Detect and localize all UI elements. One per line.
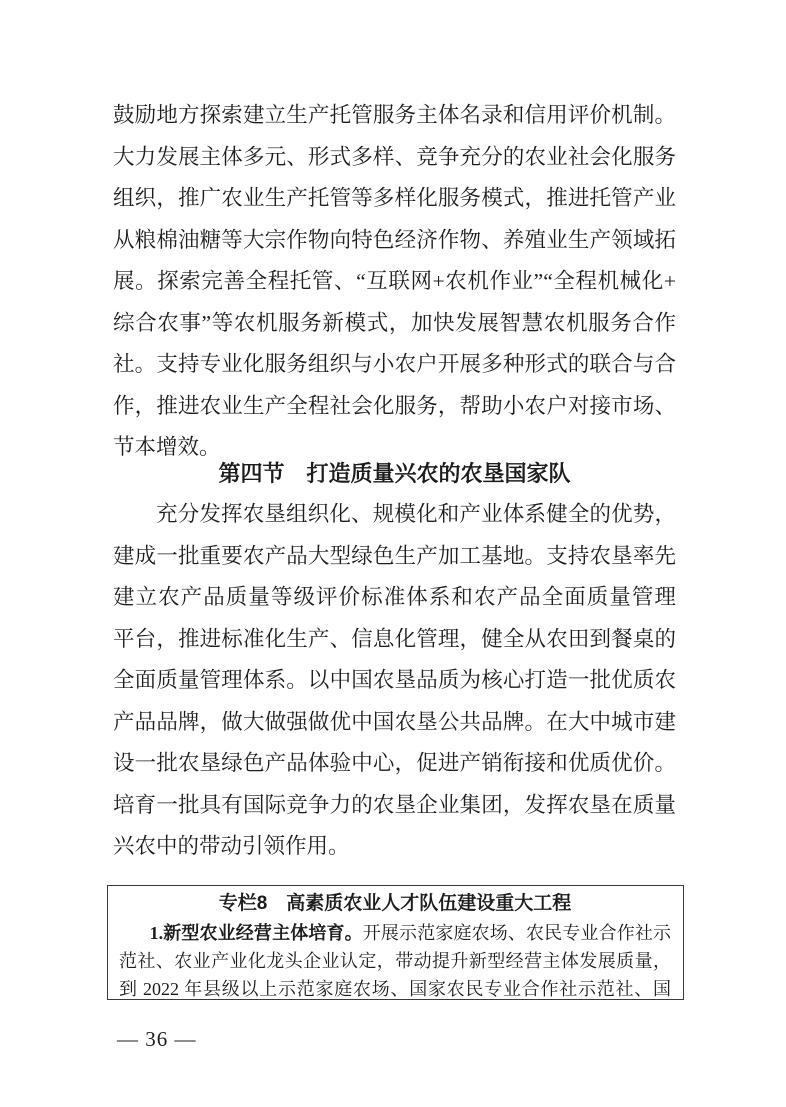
paragraph-1 bbox=[113, 95, 676, 469]
text-segment: 到 2022 年县级以上示范家庭农场、国家农民专业合作社示范社、国 bbox=[119, 979, 671, 999]
text-segment: 全面质量管理体系。以中国农垦品质为核心打造一批优质农 bbox=[113, 668, 676, 692]
text-segment: 建立农产品质量等级评价标准体系和农产品全面质量管理 bbox=[113, 585, 676, 609]
callout-box-body bbox=[119, 919, 671, 1003]
text-segment: 兴农中的带动引领作用。 bbox=[113, 834, 350, 858]
text-segment: 培育一批具有国际竞争力的农垦企业集团，发挥农垦在质量 bbox=[113, 792, 676, 817]
text-line bbox=[113, 785, 676, 827]
callout-box bbox=[107, 885, 684, 1000]
text-segment: 范社、农业产业化龙头企业认定，带动提升新型经营主体发展质量， bbox=[119, 951, 671, 971]
text-line bbox=[113, 660, 676, 702]
text-segment: 鼓励地方探索建立生产托管服务主体名录和信用评价机制。 bbox=[113, 103, 676, 127]
text-segment: 社。支持专业化服务组织与小农户开展多种形式的联合与合 bbox=[113, 352, 676, 376]
text-line bbox=[113, 619, 676, 661]
callout-box-title: 专栏8 高素质农业人才队伍建设重大工程 bbox=[218, 893, 572, 914]
page-footer bbox=[117, 1026, 197, 1052]
text-line bbox=[113, 577, 676, 619]
text-line bbox=[119, 975, 671, 1003]
text-segment: 组织，推广农业生产托管等多样化服务模式，推进托管产业 bbox=[113, 186, 676, 210]
text-segment: 建成一批重要农产品大型绿色生产加工基地。支持农垦率先 bbox=[113, 543, 676, 568]
text-segment: 展。探索完善全程托管、“互联网+农机作业”“全程机械化+ bbox=[113, 269, 676, 293]
text-segment: 大力发展主体多元、形式多样、竞争充分的农业社会化服务 bbox=[113, 144, 676, 169]
text-segment: 平台，推进标准化生产、信息化管理，健全从农田到餐桌的 bbox=[113, 626, 676, 651]
text-line bbox=[113, 303, 676, 345]
text-line bbox=[119, 947, 671, 975]
page-number: — 36 — bbox=[117, 1027, 197, 1051]
text-segment: 综合农事”等农机服务新模式，加快发展智慧农机服务合作 bbox=[113, 310, 676, 335]
text-line bbox=[113, 178, 676, 220]
text-line bbox=[113, 743, 676, 785]
bold-text-segment: 1.新型农业经营主体培育。 bbox=[149, 923, 363, 943]
text-line bbox=[113, 344, 676, 386]
text-line bbox=[113, 220, 676, 262]
text-segment: 产品品牌，做大做强做优中国农垦公共品牌。在大中城市建 bbox=[113, 709, 676, 734]
text-segment: 设一批农垦绿色产品体验中心，促进产销衔接和优质优价。 bbox=[113, 751, 676, 775]
text-segment: 开展示范家庭农场、农民专业合作社示 bbox=[362, 923, 672, 943]
text-segment: 从粮棉油糖等大宗作物向特色经济作物、养殖业生产领域拓 bbox=[113, 227, 676, 252]
text-line bbox=[113, 137, 676, 179]
text-segment: 充分发挥农垦组织化、规模化和产业体系健全的优势， bbox=[156, 502, 676, 526]
text-line bbox=[113, 494, 676, 536]
text-segment: 节本增效。 bbox=[113, 435, 221, 459]
text-line bbox=[113, 386, 676, 428]
text-line bbox=[113, 702, 676, 744]
section-heading: 第四节 打造质量兴农的农垦国家队 bbox=[218, 461, 571, 486]
text-segment: 作，推进农业生产全程社会化服务，帮助小农户对接市场、 bbox=[113, 393, 676, 418]
text-line bbox=[113, 536, 676, 578]
text-line bbox=[113, 95, 676, 137]
text-line bbox=[113, 261, 676, 303]
paragraph-2 bbox=[113, 494, 676, 868]
text-line bbox=[119, 919, 671, 947]
text-line bbox=[113, 826, 676, 868]
